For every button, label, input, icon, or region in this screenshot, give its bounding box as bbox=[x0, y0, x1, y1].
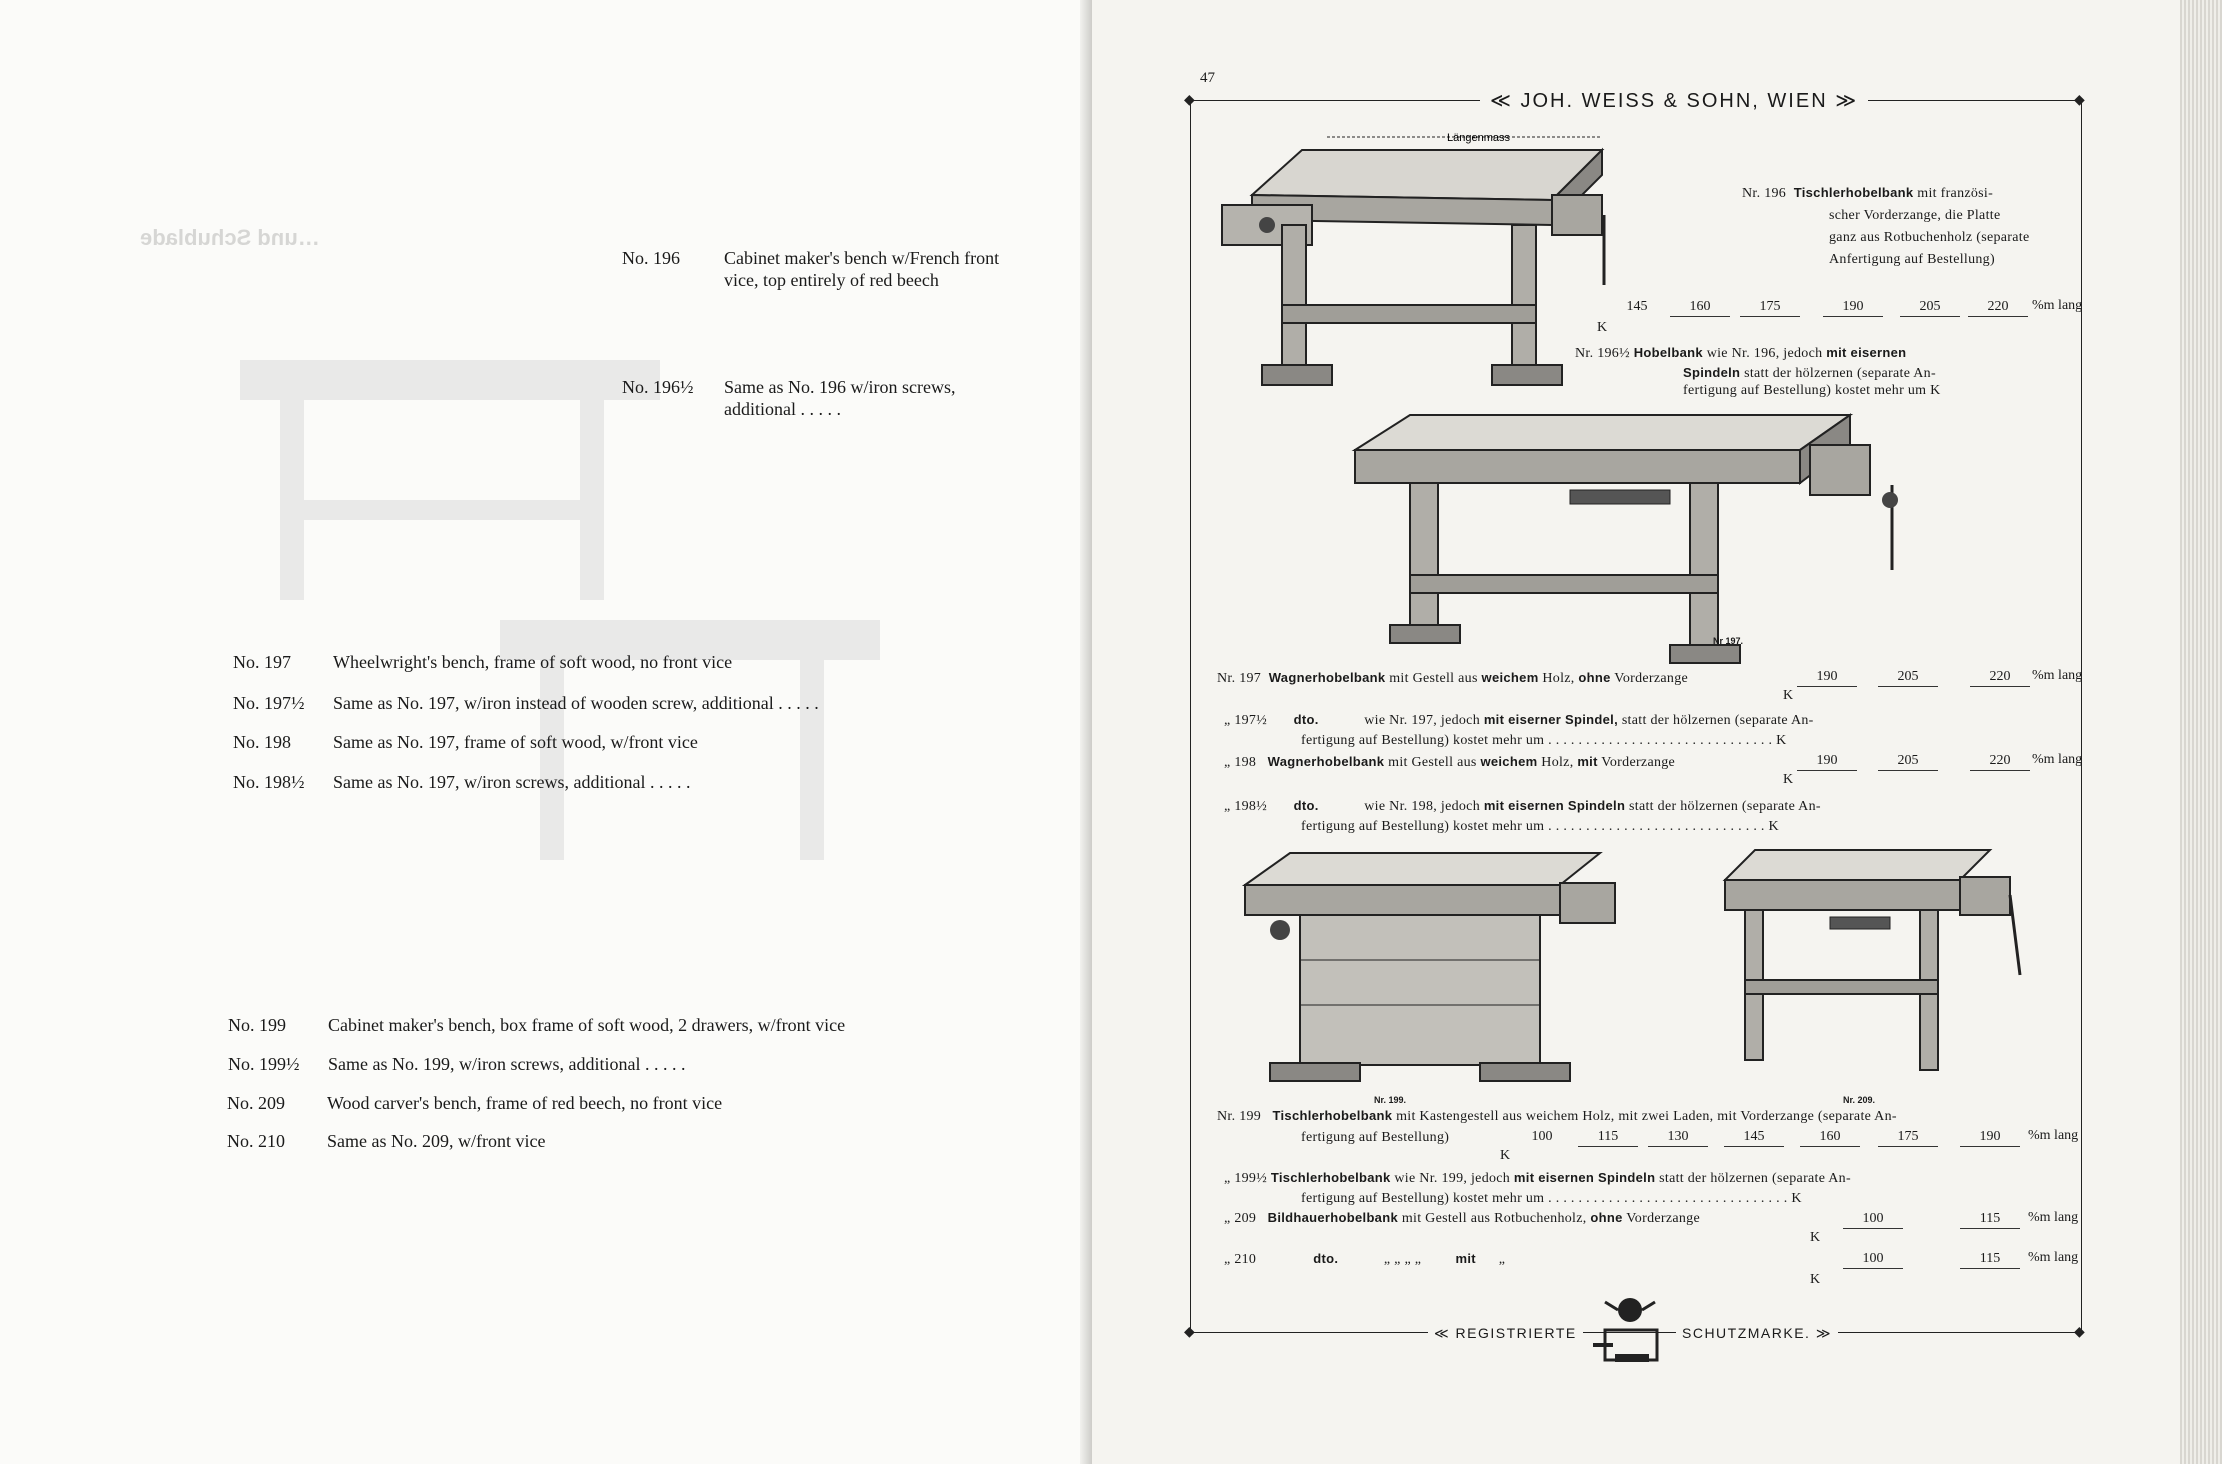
entry-description: Same as No. 197, frame of soft wood, w/front vice bbox=[333, 732, 698, 752]
right-arrow-ornament: ≫ bbox=[1827, 90, 1859, 112]
catalog-frame: ◆ ◆ ◆ ◆ bbox=[1184, 92, 2085, 1340]
item-197-half-line1: „ 197½ dto. wie Nr. 197, jedoch mit eiserner Spindel, statt der hölzernen (separate An- bbox=[1224, 712, 1814, 728]
entry-number: No. 198½ bbox=[233, 772, 305, 792]
left-arrow-ornament: ≪ bbox=[1434, 1325, 1456, 1341]
entry-description: Same as No. 199, w/iron screws, additional . . . . . bbox=[328, 1054, 686, 1074]
item-196-line1: Nr. 196 Tischlerhobelbank mit französi- bbox=[1742, 185, 1994, 201]
unit-198: %m lang bbox=[2032, 752, 2083, 767]
entry-description: Wheelwright's bench, frame of soft wood, no front vice bbox=[333, 652, 733, 672]
entry-description: Same as No. 197, w/iron instead of wooden screw, additional . . . . . bbox=[333, 693, 819, 713]
entry-description: Wood carver's bench, frame of red beech, no front vice bbox=[327, 1093, 723, 1113]
entry-number: No. 196 bbox=[622, 248, 680, 268]
bench-209-illustration bbox=[1720, 845, 2030, 1090]
currency-197: K bbox=[1783, 688, 1794, 703]
bench-196-illustration bbox=[1212, 125, 1612, 405]
size-199-2: 130 bbox=[1648, 1128, 1708, 1147]
size-197-2: 220 bbox=[1970, 668, 2030, 687]
size-199-3: 145 bbox=[1724, 1128, 1784, 1147]
page-edges bbox=[2180, 0, 2222, 1464]
size-198-1: 205 bbox=[1878, 752, 1938, 771]
caption-209: Nr. 209. bbox=[1843, 1095, 1876, 1105]
size-197-1: 205 bbox=[1878, 668, 1938, 687]
left-page bbox=[0, 0, 1090, 1464]
dimension-label: Längenmass bbox=[1447, 132, 1510, 144]
item-196-line3: ganz aus Rotbuchenholz (separate bbox=[1829, 230, 2030, 245]
entry-number: No. 197 bbox=[233, 652, 291, 672]
item-196-half-line2: Spindeln statt der hölzernen (separate An- bbox=[1683, 365, 1936, 381]
right-arrow-ornament: ≫ bbox=[1810, 1325, 1832, 1341]
item-199-line1: Nr. 199 Tischlerhobelbank mit Kastengestell aus weichem Holz, mit zwei Laden, mit Vorderzange (separate An- bbox=[1217, 1108, 1897, 1124]
size-209-0: 100 bbox=[1843, 1210, 1903, 1229]
currency-199: K bbox=[1500, 1148, 1511, 1163]
size-196-1: 160 bbox=[1670, 298, 1730, 317]
item-197-line1: Nr. 197 Wagnerhobelbank mit Gestell aus weichem Holz, ohne Vorderzange bbox=[1217, 670, 1689, 686]
size-196-0: 145 bbox=[1626, 299, 1648, 314]
entry-description: Same as No. 197, w/iron screws, additional . . . . . bbox=[333, 772, 691, 792]
unit-197: %m lang bbox=[2032, 668, 2083, 683]
bleed-through-heading: …und Schublade bbox=[140, 225, 320, 250]
bench-199-illustration bbox=[1240, 845, 1640, 1090]
size-197-0: 190 bbox=[1797, 668, 1857, 687]
item-199-line2: fertigung auf Bestellung) bbox=[1301, 1130, 1450, 1145]
unit-210: %m lang bbox=[2028, 1250, 2079, 1265]
entry-number: No. 199 bbox=[228, 1015, 286, 1035]
size-196-5: 220 bbox=[1968, 298, 2028, 317]
unit-196: %m lang bbox=[2032, 298, 2083, 313]
entry-number: No. 209 bbox=[227, 1093, 285, 1113]
item-196-half-line1: Nr. 196½ Hobelbank wie Nr. 196, jedoch mit eisernen bbox=[1575, 345, 1907, 361]
currency-210: K bbox=[1810, 1272, 1821, 1287]
item-199-half-line2: fertigung auf Bestellung) kostet mehr um . . . . . . . . . . . . . . . . . . . . . . . . . . . . . . . . K bbox=[1301, 1191, 1802, 1206]
currency-196: K bbox=[1597, 320, 1608, 335]
entry-description: Cabinet maker's bench, box frame of soft wood, 2 drawers, w/front vice bbox=[328, 1015, 846, 1035]
size-196-2: 175 bbox=[1740, 298, 1800, 317]
currency-209: K bbox=[1810, 1230, 1821, 1245]
bench-197-illustration bbox=[1350, 405, 1910, 670]
unit-199: %m lang bbox=[2028, 1128, 2079, 1143]
item-210-line1: „ 210 dto. „ „ „ „ mit „ bbox=[1224, 1251, 1506, 1267]
item-196-half-line3: fertigung auf Bestellung) kostet mehr um K bbox=[1683, 383, 1941, 398]
size-199-1: 115 bbox=[1578, 1128, 1638, 1147]
size-209-1: 115 bbox=[1960, 1210, 2020, 1229]
currency-198: K bbox=[1783, 772, 1794, 787]
item-196-line2: scher Vorderzange, die Platte bbox=[1829, 208, 2001, 223]
entry-description: Same as No. 209, w/front vice bbox=[327, 1131, 546, 1151]
size-199-6: 190 bbox=[1960, 1128, 2020, 1147]
size-199-5: 175 bbox=[1878, 1128, 1938, 1147]
size-196-4: 205 bbox=[1900, 298, 1960, 317]
item-198-half-line2: fertigung auf Bestellung) kostet mehr um . . . . . . . . . . . . . . . . . . . . . . . . . . . . . K bbox=[1301, 819, 1779, 834]
bleed-through-bench-image bbox=[200, 300, 720, 640]
size-210-1: 115 bbox=[1960, 1250, 2020, 1269]
catalog-header bbox=[1480, 88, 1868, 113]
size-198-0: 190 bbox=[1797, 752, 1857, 771]
entry-number: No. 196½ bbox=[622, 377, 694, 397]
entry-number: No. 210 bbox=[227, 1131, 285, 1151]
size-210-0: 100 bbox=[1843, 1250, 1903, 1269]
item-199-half-line1: „ 199½ Tischlerhobelbank wie Nr. 199, jedoch mit eisernen Spindeln statt der hölzernen (separate An- bbox=[1224, 1170, 1851, 1186]
size-199-4: 160 bbox=[1800, 1128, 1860, 1147]
page-number: 47 bbox=[1200, 70, 1215, 86]
unit-209: %m lang bbox=[2028, 1210, 2079, 1225]
trademark-emblem-icon bbox=[1585, 1290, 1675, 1380]
entry-description: Same as No. 196 w/iron screws, additional . . . . . bbox=[724, 377, 956, 419]
footer-registered: ≪ REGISTRIERTE bbox=[1428, 1325, 1583, 1342]
caption-199: Nr. 199. bbox=[1374, 1095, 1407, 1105]
entry-description: Cabinet maker's bench w/French front vice, top entirely of red beech bbox=[724, 248, 1000, 290]
header-text: JOH. WEISS & SOHN, WIEN bbox=[1520, 90, 1828, 112]
item-196-line4: Anfertigung auf Bestellung) bbox=[1829, 252, 1995, 267]
entry-number: No. 197½ bbox=[233, 693, 305, 713]
item-197-half-line2: fertigung auf Bestellung) kostet mehr um . . . . . . . . . . . . . . . . . . . . . . . . . . . . . . K bbox=[1301, 733, 1787, 748]
left-arrow-ornament: ≪ bbox=[1490, 90, 1521, 112]
size-196-3: 190 bbox=[1823, 298, 1883, 317]
entry-number: No. 199½ bbox=[228, 1054, 300, 1074]
size-198-2: 220 bbox=[1970, 752, 2030, 771]
footer-trademark: SCHUTZMARKE. ≫ bbox=[1676, 1325, 1838, 1342]
caption-197: Nr 197. bbox=[1713, 636, 1744, 646]
item-198-line1: „ 198 Wagnerhobelbank mit Gestell aus weichem Holz, mit Vorderzange bbox=[1224, 754, 1676, 770]
item-198-half-line1: „ 198½ dto. wie Nr. 198, jedoch mit eisernen Spindeln statt der hölzernen (separate An- bbox=[1224, 798, 1821, 814]
item-209-line1: „ 209 Bildhauerhobelbank mit Gestell aus Rotbuchenholz, ohne Vorderzange bbox=[1224, 1210, 1700, 1226]
entry-number: No. 198 bbox=[233, 732, 291, 752]
size-199-0: 100 bbox=[1531, 1129, 1553, 1144]
